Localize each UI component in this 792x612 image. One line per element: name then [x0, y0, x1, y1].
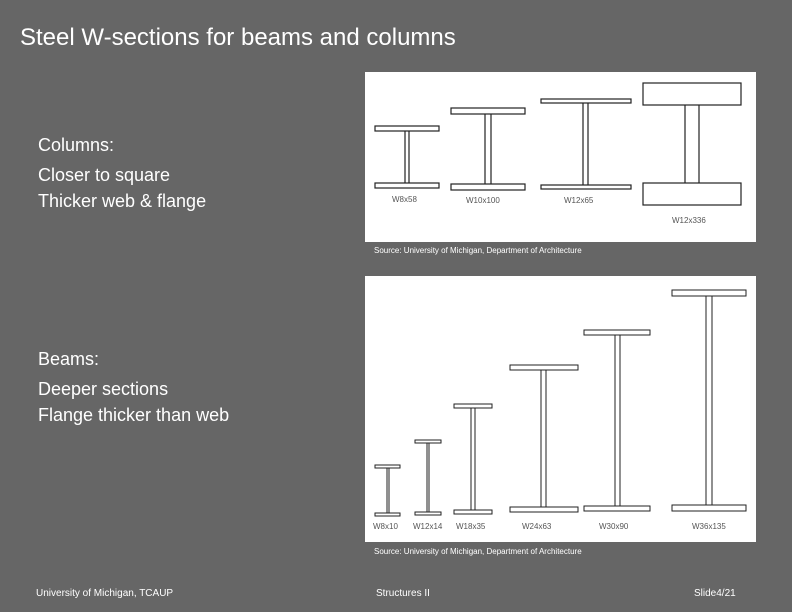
beam-label-6: W36x135	[692, 522, 726, 531]
columns-point-1: Closer to square	[38, 165, 171, 185]
beams-sections-drawing	[365, 276, 756, 542]
beam-label-2: W12x14	[413, 522, 443, 531]
beams-heading: Beams:	[38, 349, 100, 369]
column-label-4: W12x336	[672, 216, 706, 225]
slide-title: Steel W-sections for beams and columns	[20, 24, 456, 51]
beam-label-5: W30x90	[599, 522, 629, 531]
footer-left: University of Michigan, TCAUP	[36, 588, 174, 599]
footer-center: Structures II	[376, 588, 430, 599]
beams-point-1: Deeper sections	[38, 379, 169, 399]
columns-point-2: Thicker web & flange	[38, 191, 207, 211]
footer-slide-number: Slide4/21	[694, 588, 736, 599]
beam-section-w8x10	[375, 465, 400, 516]
beams-text	[38, 346, 229, 428]
column-label-3: W12x65	[564, 196, 594, 205]
beams-source: Source: University of Michigan, Department of Architecture	[374, 547, 582, 556]
beams-point-2: Flange thicker than web	[38, 405, 230, 425]
beam-section-w30x90	[584, 330, 650, 511]
column-section-w12x65	[541, 99, 631, 189]
beam-label-3: W18x35	[456, 522, 486, 531]
columns-heading: Columns:	[38, 135, 115, 155]
columns-figure	[365, 72, 756, 242]
columns-text	[38, 132, 206, 214]
beam-section-w18x35	[454, 404, 492, 514]
column-section-w12x336	[643, 83, 741, 205]
beam-label-4: W24x63	[522, 522, 552, 531]
column-label-2: W10x100	[466, 196, 500, 205]
columns-source: Source: University of Michigan, Department of Architecture	[374, 246, 582, 255]
beam-label-1: W8x10	[373, 522, 398, 531]
columns-sections-drawing	[365, 72, 756, 242]
beam-section-w12x14	[415, 440, 441, 515]
beam-section-w24x63	[510, 365, 578, 512]
column-section-w10x100	[451, 108, 525, 190]
beam-section-w36x135	[672, 290, 746, 511]
column-label-1: W8x58	[392, 195, 417, 204]
beams-figure	[365, 276, 756, 542]
column-section-w8x58	[375, 126, 439, 188]
